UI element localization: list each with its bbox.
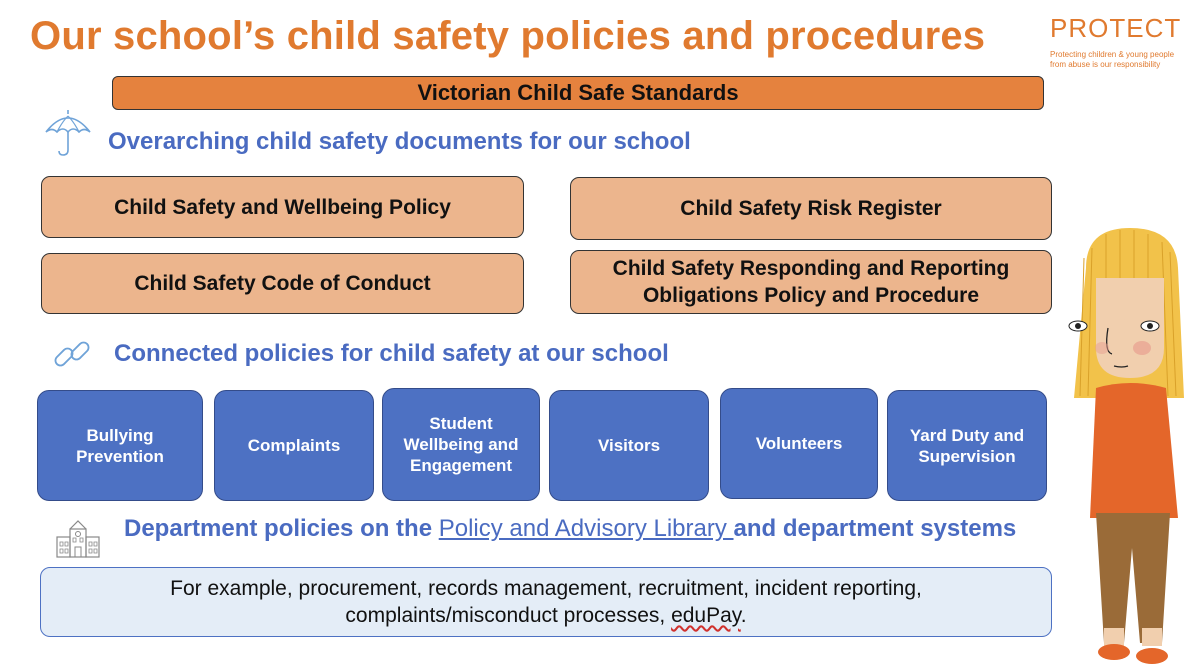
department-heading [124,515,1016,543]
examples-line-1: For example, procurement, records management, recruitment, incident reporting, [170,577,922,600]
policy-yard-duty-supervision[interactable]: Yard Duty and Supervision [887,390,1047,501]
doc-child-safety-risk-register[interactable]: Child Safety Risk Register [570,177,1052,240]
school-building-icon [54,517,102,559]
child-illustration [1066,228,1196,668]
umbrella-icon [42,108,94,158]
brand-name: PROTECT [1050,13,1182,43]
brand-tagline [1050,50,1190,70]
brand-tagline-line-2: from abuse is our responsibility [1050,60,1161,69]
overarching-heading: Overarching child safety documents for our school [108,128,691,155]
examples-line-2 [170,602,922,629]
standards-banner: Victorian Child Safe Standards [112,76,1044,110]
department-heading-pre: Department policies on the [124,515,439,542]
doc-child-safety-wellbeing-policy[interactable]: Child Safety and Wellbeing Policy [41,176,524,238]
policy-bullying-prevention[interactable]: Bullying Prevention [37,390,203,501]
page-title: Our school’s child safety policies and procedures [30,14,986,58]
policy-volunteers[interactable]: Volunteers [720,388,878,499]
policy-visitors[interactable]: Visitors [549,390,709,501]
examples-line-2-text: complaints/misconduct processes, [345,604,672,627]
brand-tagline-line-1: Protecting children & young people [1050,50,1175,59]
policy-advisory-library-link[interactable]: Policy and Advisory Library [438,515,734,542]
doc-responding-reporting-policy[interactable]: Child Safety Responding and Reporting Obligations Policy and Procedure [570,250,1052,314]
policy-student-wellbeing-engagement[interactable]: Student Wellbeing and Engagement [382,388,540,501]
department-examples-box [40,567,1052,637]
connected-heading: Connected policies for child safety at our school [114,340,669,367]
protect-logo [1050,14,1190,70]
department-heading-post: and department systems [733,515,1017,542]
edupay-spellcheck-word: eduPay [671,604,741,627]
doc-child-safety-code-of-conduct[interactable]: Child Safety Code of Conduct [41,253,524,314]
link-icon [50,334,94,374]
policy-complaints[interactable]: Complaints [214,390,374,501]
examples-line-2-end: . [740,604,747,627]
